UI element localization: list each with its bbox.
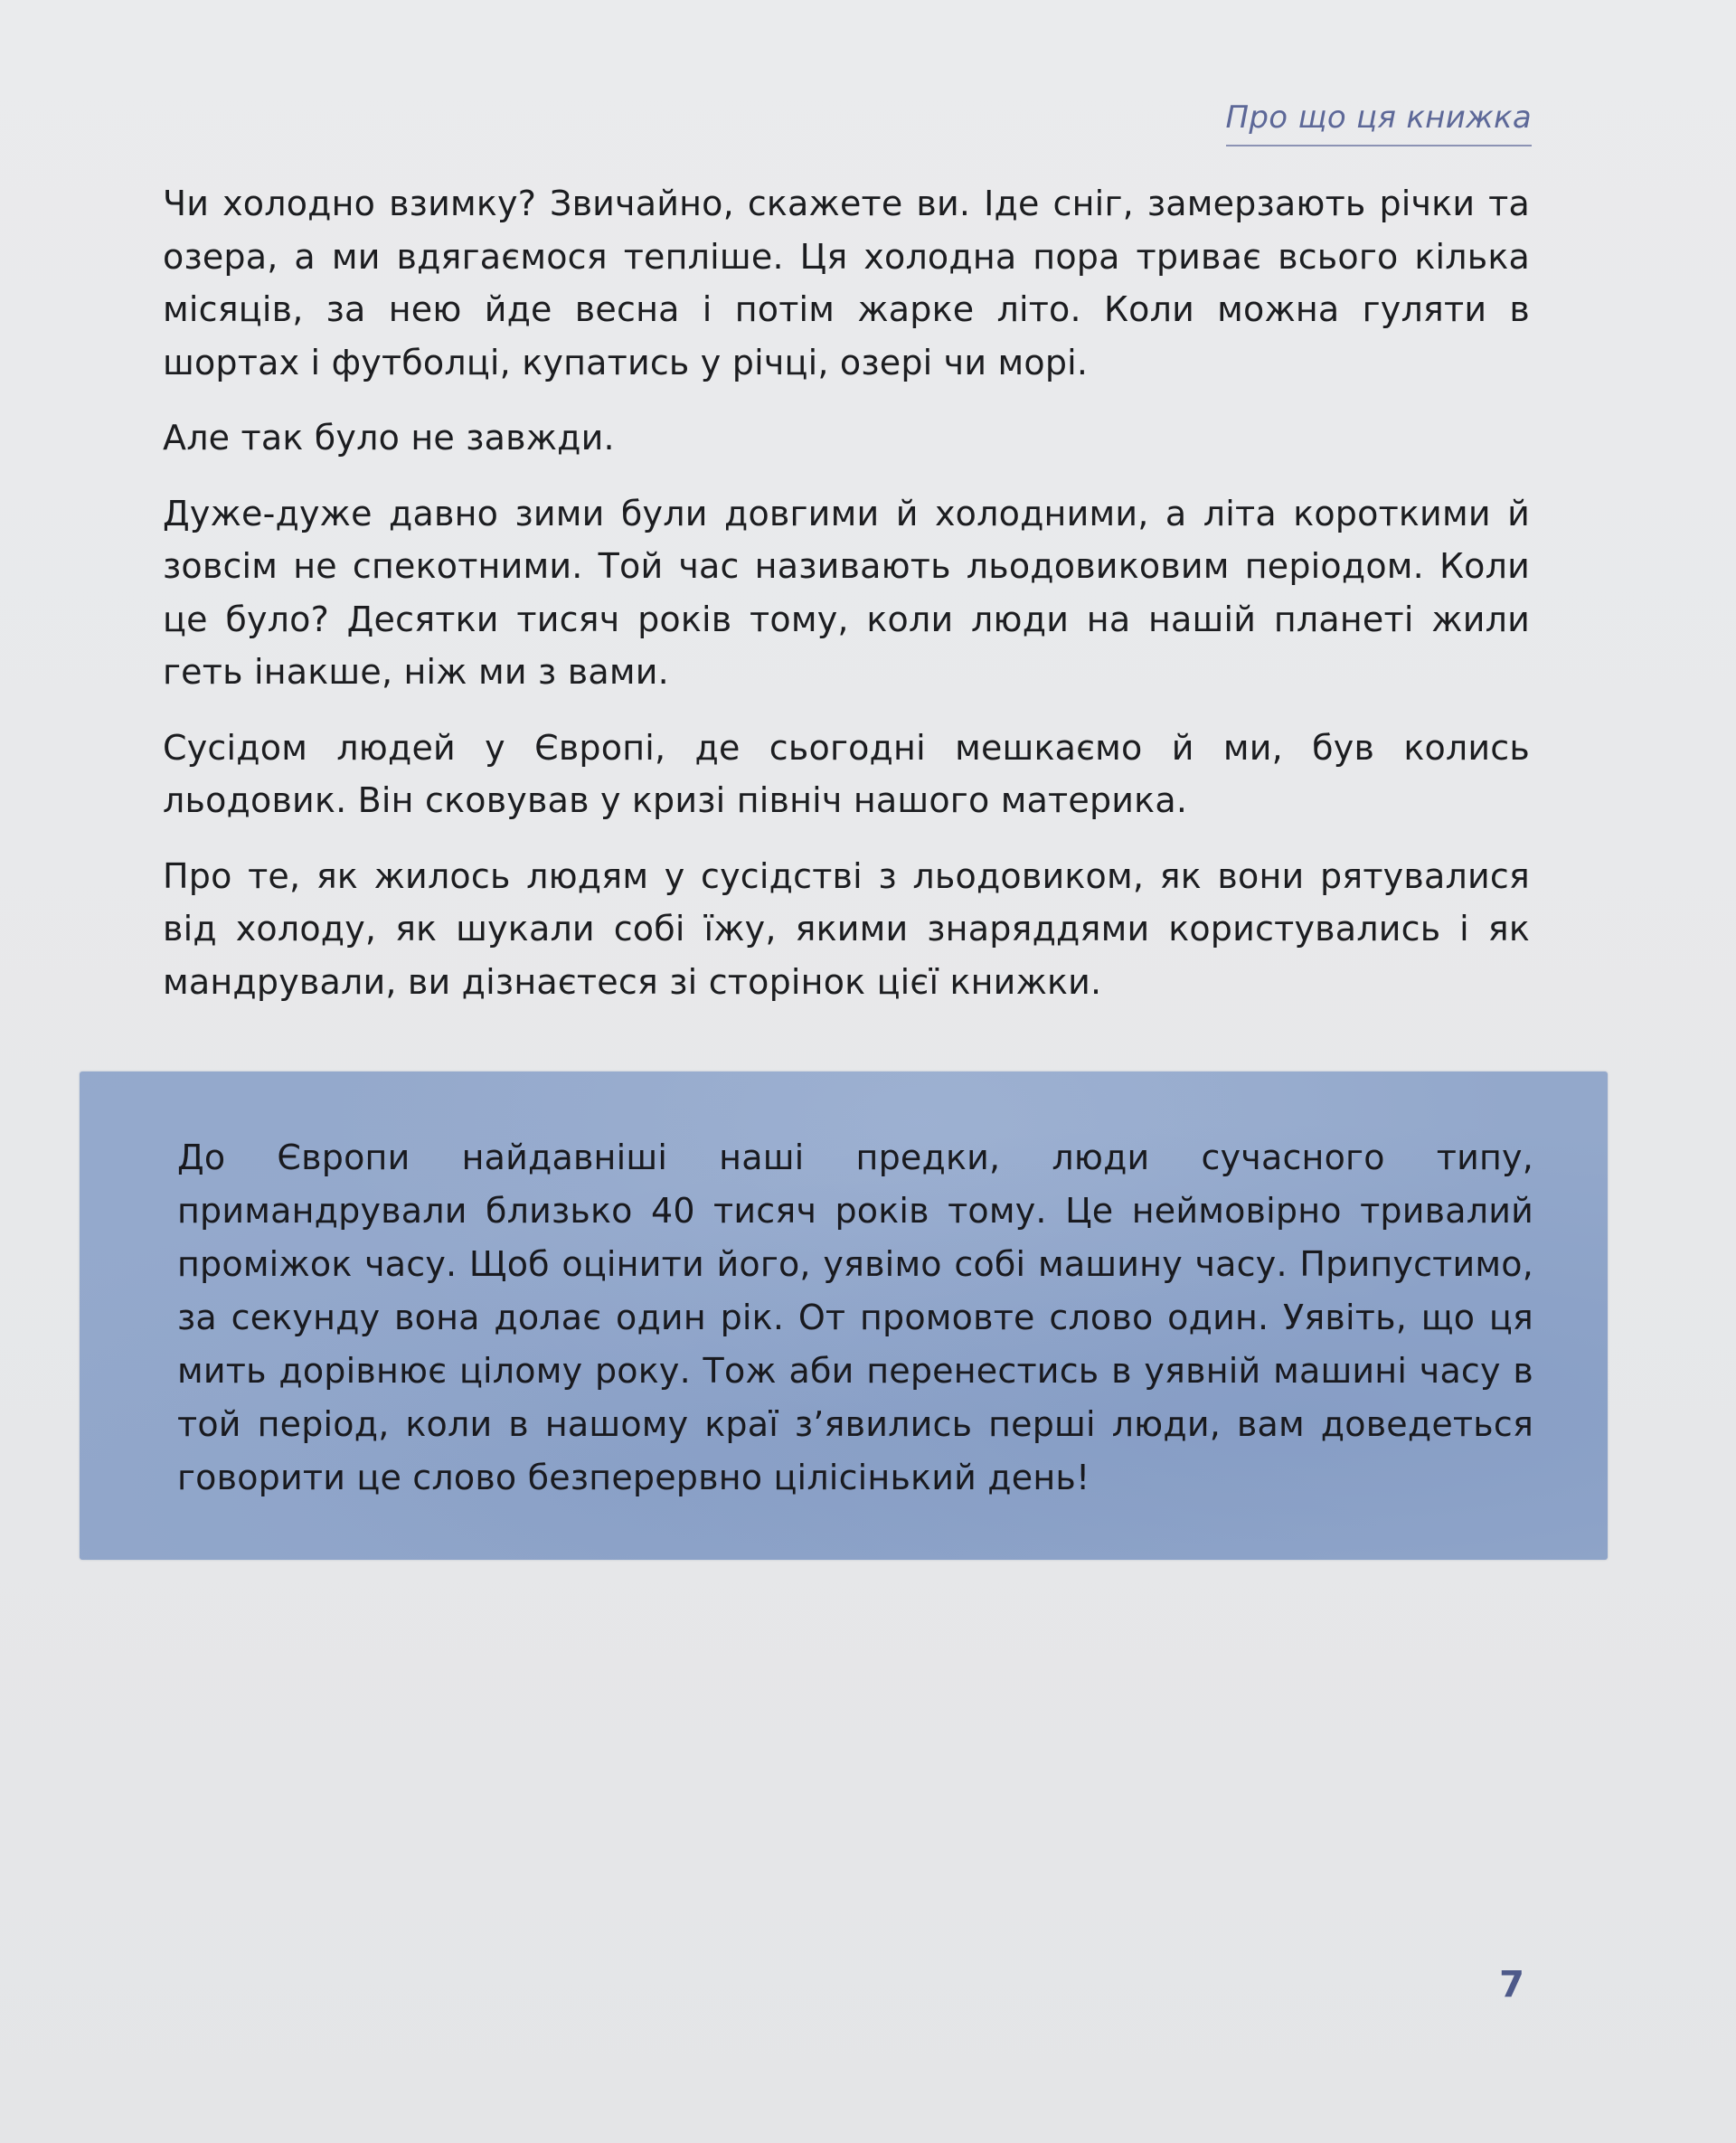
running-head-title: Про що ця книжка xyxy=(1226,99,1532,146)
callout-box xyxy=(80,1072,1608,1560)
body-text xyxy=(163,177,1530,1008)
callout-text: До Європи найдавніші наші предки, люди сучасного типу, примандрували близько 40 тисяч років тому. Це неймовірно тривалий проміжок часу. Щоб оцінити його, уявімо собі машину часу. Припустимо, за секунду вона долає один рік. От промовте слово один. Уявіть, що ця мить дорівнює цілому року. Тож аби перенестись в уявній машині часу в той період, коли в нашому краї з’явились перші люди, вам доведеться говорити це слово безперервно цілісінький день! xyxy=(177,1138,1533,1497)
paragraph-glacier: Сусідом людей у Європі, де сьогодні мешкаємо й ми, був колись льодовик. Він сковував у кризі північ нашого материка. xyxy=(163,727,1530,820)
paragraph-ice-age: Дуже-дуже давно зими були довгими й холодними, а літа короткими й зовсім не спекотними. Той час називають льодовиковим періодом. Коли це було? Десятки тисяч років тому, коли люди на нашій планеті жили геть інакше, ніж ми з вами. xyxy=(163,493,1530,692)
paragraph-not-always: Але так було не завжди. xyxy=(163,418,615,458)
page-number: 7 xyxy=(1499,1964,1524,2006)
paragraph-book-about: Про те, як жилось людям у сусідстві з льодовиком, як вони рятувалися від холоду, як шукали собі їжу, якими знаряддями користувались і як мандрували, ви дізнаєтеся зі сторінок цієї книжки. xyxy=(163,855,1530,1002)
paragraph-intro: Чи холодно взимку? Звичайно, скажете ви. Іде сніг, замерзають річки та озера, а ми вдягаємося тепліше. Ця холодна пора триває всього кілька місяців, за нею йде весна і потім жарке літо. Коли можна гуляти в шортах і футболці, купатись у річці, озері чи морі. xyxy=(163,184,1530,382)
